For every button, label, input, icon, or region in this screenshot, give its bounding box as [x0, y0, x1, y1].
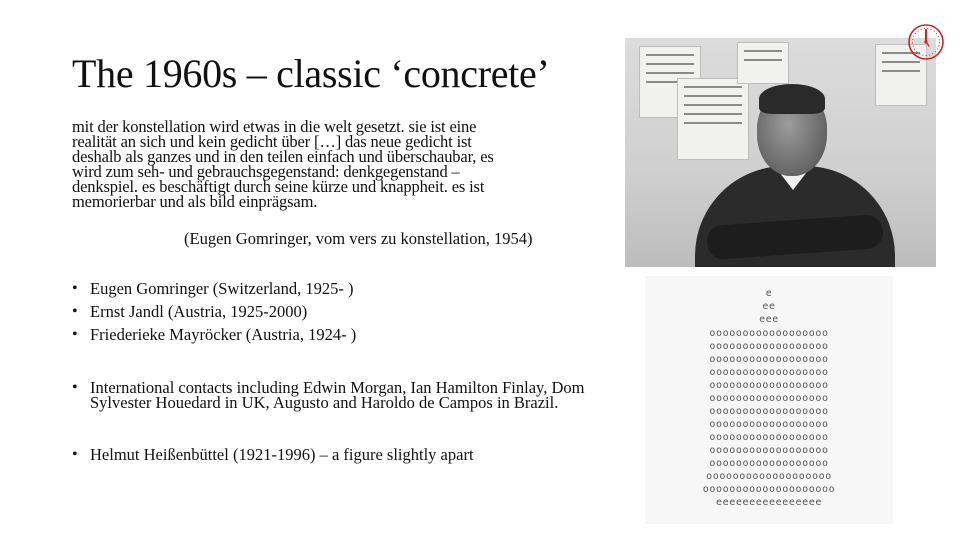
- poem-line: oooooooooooooooooo: [709, 419, 829, 430]
- bullet-item: • Friederieke Mayröcker (Austria, 1924- ): [72, 327, 610, 343]
- quote-line: denkspiel. es beschäftigt durch seine kürze und knappheit. es ist: [72, 177, 485, 196]
- poem-line: oooooooooooooooooo: [709, 458, 829, 469]
- poem-line: oooooooooooooooooo: [709, 341, 829, 352]
- bullet-item: • International contacts including Edwin Morgan, Ian Hamilton Finlay, Dom Sylvester Houedard in UK, Augusto and Haroldo de Campos in Brazil.: [72, 380, 610, 411]
- clock-icon: [906, 22, 946, 62]
- poem-line: oooooooooooooooooo: [709, 393, 829, 404]
- bullet-item: • Helmut Heißenbüttel (1921-1996) – a figure slightly apart: [72, 447, 610, 463]
- quote-source: (Eugen Gomringer, vom vers zu konstellation, 1954): [184, 229, 533, 248]
- quote-line: mit der konstellation wird etwas in die welt gesetzt. sie ist eine: [72, 117, 477, 136]
- bullet-list: [72, 281, 610, 462]
- poem-line: oooooooooooooooooo: [709, 445, 829, 456]
- poem-line: oooooooooooooooooo: [709, 432, 829, 443]
- poem-line: oooooooooooooooooooo: [702, 484, 836, 495]
- poem-line: ee: [762, 301, 776, 312]
- quote-line: memorierbar und als bild einprägsam.: [72, 192, 318, 211]
- poem-line: oooooooooooooooooo: [709, 380, 829, 391]
- person-hair: [759, 84, 825, 114]
- poem-line: oooooooooooooooooo: [709, 406, 829, 417]
- concrete-poem-image: [645, 276, 893, 524]
- gomringer-photo: [625, 38, 936, 267]
- poem-line: oooooooooooooooooo: [709, 328, 829, 339]
- bullet-item: • Eugen Gomringer (Switzerland, 1925- ): [72, 281, 610, 304]
- wall-paper: [677, 78, 749, 160]
- poem-line: ooooooooooooooooooo: [706, 471, 832, 482]
- quote-line: realität an sich und kein gedicht über […] das neue gedicht ist: [72, 132, 472, 151]
- poem-line: oooooooooooooooooo: [709, 354, 829, 365]
- poem-line: oooooooooooooooooo: [709, 367, 829, 378]
- quote-line: wird zum seh- und gebrauchsgegenstand: denkgegenstand –: [72, 162, 460, 181]
- wall-paper: [737, 42, 789, 84]
- slide-title: The 1960s – classic ‘concrete’: [72, 51, 550, 96]
- poem-line: eeeeeeeeeeeeeeee: [716, 497, 822, 508]
- poem-line: eee: [759, 314, 779, 325]
- gomringer-quote: [72, 119, 612, 209]
- poem-line: e: [765, 288, 773, 299]
- bullet-item: • Ernst Jandl (Austria, 1925-2000): [72, 304, 610, 327]
- quote-line: deshalb als ganzes und in den teilen einfach und überschaubar, es: [72, 147, 494, 166]
